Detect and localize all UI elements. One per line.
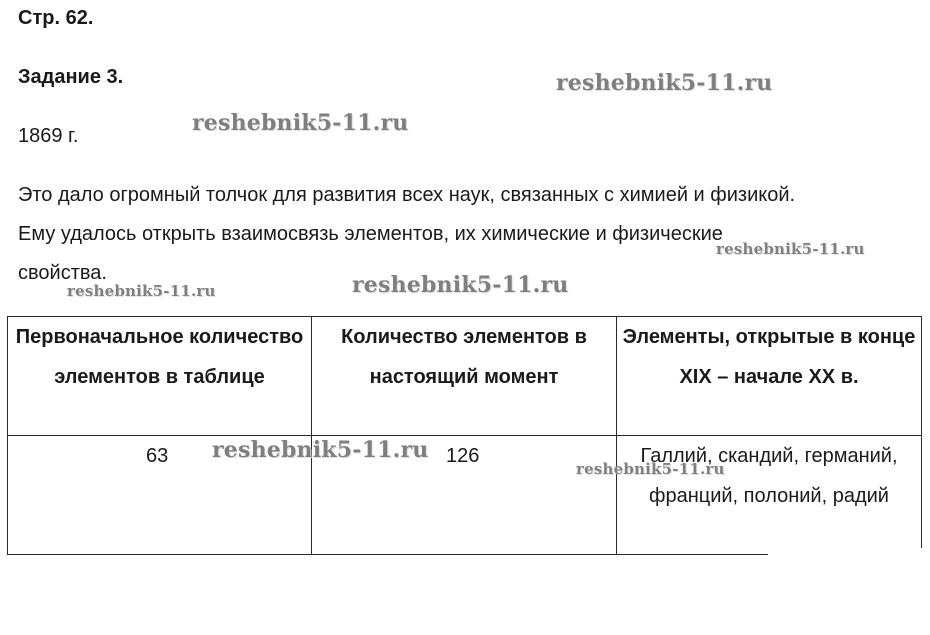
table-cell — [8, 436, 312, 555]
table-cell — [617, 436, 922, 555]
paragraph-line: Ему удалось открыть взаимосвязь элементов, их химические и физические — [18, 223, 723, 245]
cell-value: 126 — [446, 445, 480, 467]
table-header-row — [8, 317, 922, 436]
paragraph-line: Это дало огромный толчок для развития всех наук, связанных с химией и физикой. — [18, 184, 796, 206]
answer-table — [7, 316, 922, 555]
watermark: reshebnik5-11.ru — [576, 460, 725, 478]
border-gap — [768, 548, 928, 558]
task-title: Задание 3. — [18, 66, 124, 88]
watermark: reshebnik5-11.ru — [556, 70, 773, 96]
watermark: reshebnik5-11.ru — [212, 437, 429, 463]
cell-value: 63 — [146, 445, 169, 467]
watermark: reshebnik5-11.ru — [352, 272, 569, 298]
watermark: reshebnik5-11.ru — [192, 110, 409, 136]
table-row — [8, 436, 922, 555]
table-header-cell: Количество элементов в настоящий момент — [312, 317, 617, 436]
watermark: reshebnik5-11.ru — [67, 282, 216, 300]
year-answer: 1869 г. — [18, 125, 79, 147]
table-cell — [312, 436, 617, 555]
table-header-cell: Первоначальное количество элементов в таблице — [8, 317, 312, 436]
page-number: Стр. 62. — [18, 7, 94, 29]
paragraph-line: свойства. — [18, 262, 107, 284]
table-header-cell: Элементы, открытые в конце XIX – начале XX в. — [617, 317, 922, 436]
cell-value: Галлий, скандий, германий, франций, полоний, радий — [640, 445, 898, 507]
answer-paragraph — [18, 176, 918, 293]
watermark: reshebnik5-11.ru — [716, 240, 865, 258]
